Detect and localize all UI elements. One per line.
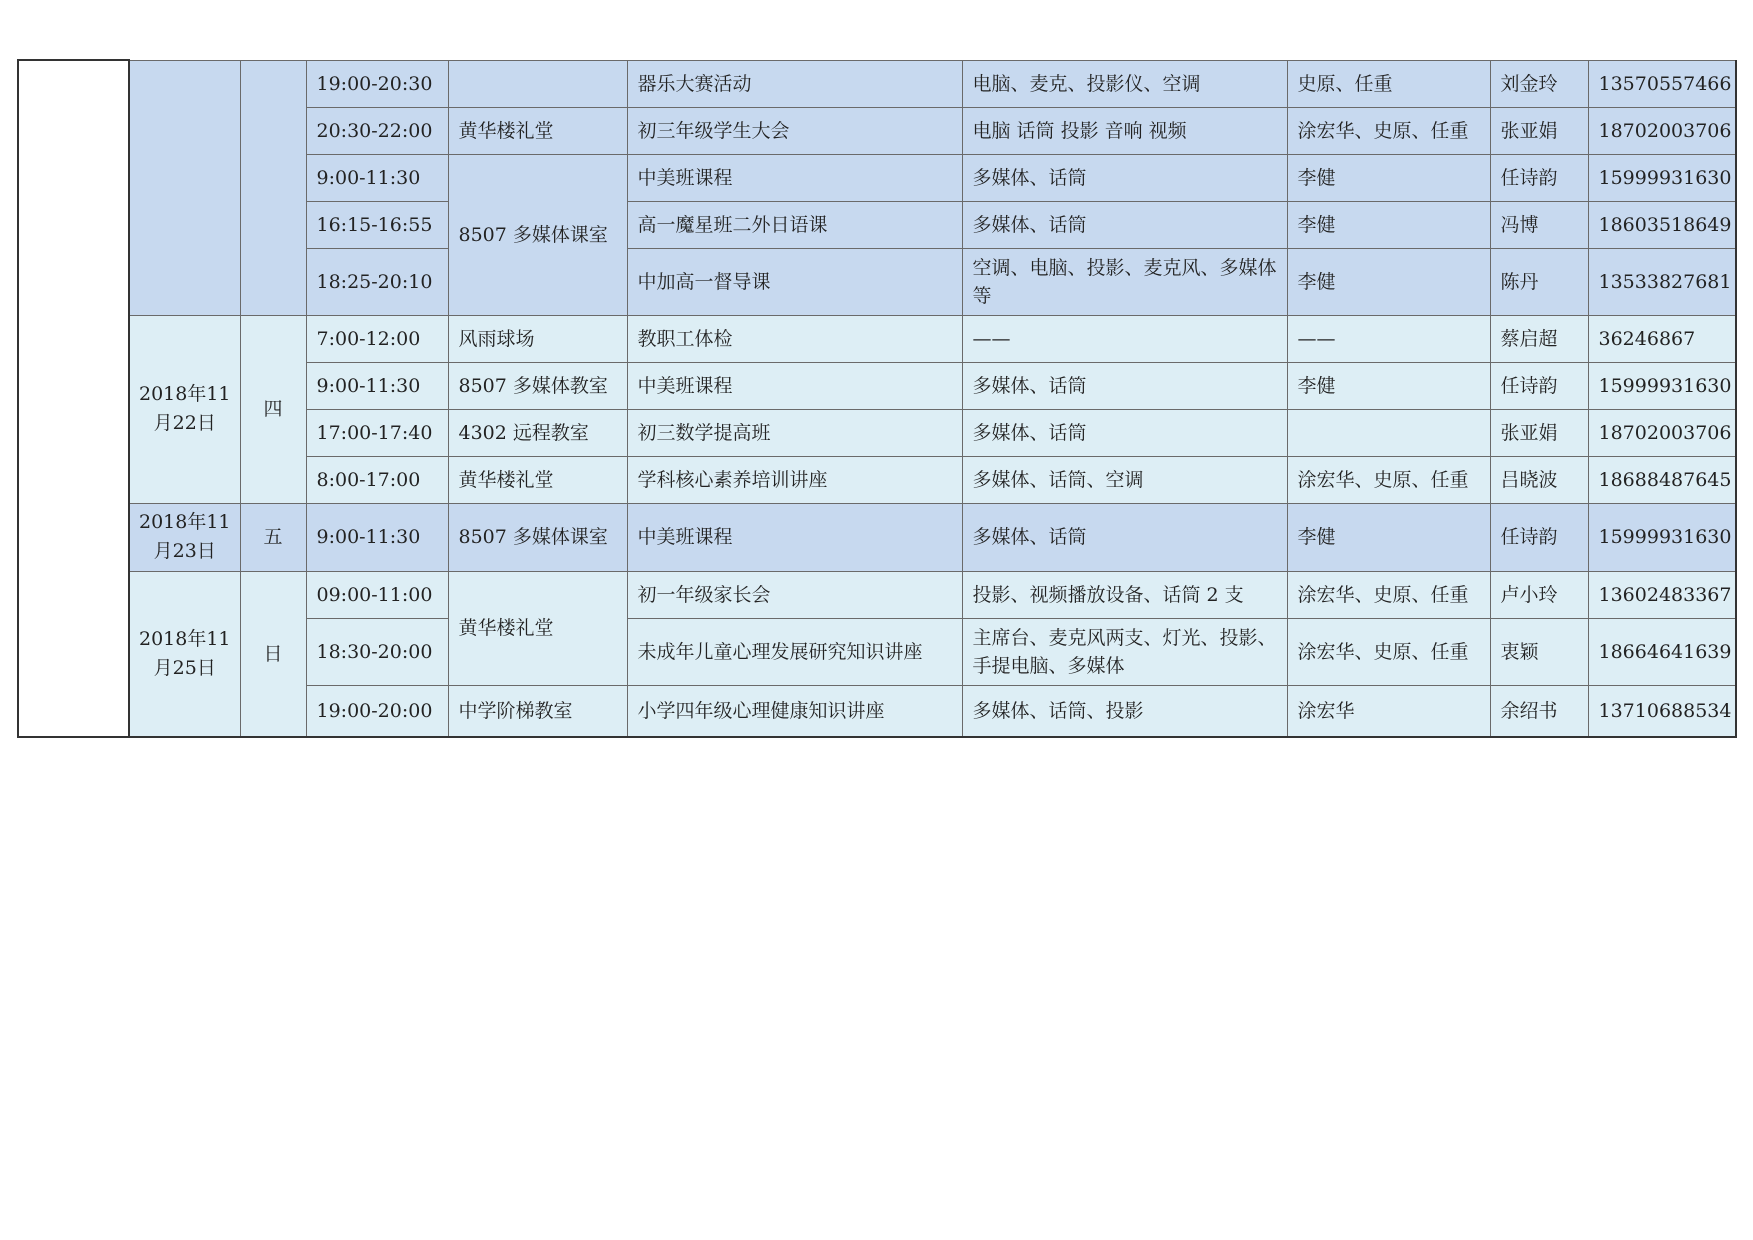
venue-cell: 黄华楼礼堂: [448, 571, 627, 685]
time-cell: 19:00-20:30: [306, 60, 448, 107]
date-cell: 2018年11月23日: [129, 503, 240, 571]
event-cell: 中美班课程: [627, 503, 962, 571]
equipment-cell: 投影、视频播放设备、话筒 2 支: [962, 571, 1287, 618]
time-cell: 9:00-11:30: [306, 154, 448, 201]
time-cell: 9:00-11:30: [306, 362, 448, 409]
equipment-cell: 空调、电脑、投影、麦克风、多媒体等: [962, 248, 1287, 315]
event-cell: 初一年级家长会: [627, 571, 962, 618]
contact-cell: 任诗韵: [1490, 503, 1588, 571]
staff-cell: 李健: [1287, 503, 1490, 571]
date-cell: 2018年11月25日: [129, 571, 240, 737]
phone-cell: 18603518649: [1588, 201, 1736, 248]
blank-left-column: [18, 60, 129, 737]
event-cell: 初三年级学生大会: [627, 107, 962, 154]
time-cell: 18:30-20:00: [306, 618, 448, 685]
contact-cell: 任诗韵: [1490, 362, 1588, 409]
weekday-cell: 四: [240, 315, 306, 503]
phone-cell: 18702003706: [1588, 409, 1736, 456]
equipment-cell: ——: [962, 315, 1287, 362]
phone-cell: 36246867: [1588, 315, 1736, 362]
weekday-cell: 日: [240, 571, 306, 737]
event-cell: 小学四年级心理健康知识讲座: [627, 685, 962, 737]
equipment-cell: 多媒体、话筒、空调: [962, 456, 1287, 503]
staff-cell: 李健: [1287, 248, 1490, 315]
contact-cell: 蔡启超: [1490, 315, 1588, 362]
staff-cell: 涂宏华、史原、任重: [1287, 456, 1490, 503]
venue-cell: [448, 60, 627, 107]
phone-cell: 15999931630: [1588, 154, 1736, 201]
equipment-cell: 电脑、麦克、投影仪、空调: [962, 60, 1287, 107]
time-cell: 18:25-20:10: [306, 248, 448, 315]
contact-cell: 冯博: [1490, 201, 1588, 248]
contact-cell: 吕晓波: [1490, 456, 1588, 503]
phone-cell: 18664641639: [1588, 618, 1736, 685]
staff-cell: 涂宏华、史原、任重: [1287, 107, 1490, 154]
phone-cell: 18688487645: [1588, 456, 1736, 503]
phone-cell: 13710688534: [1588, 685, 1736, 737]
weekday-cell: [240, 60, 306, 315]
contact-cell: 刘金玲: [1490, 60, 1588, 107]
equipment-cell: 主席台、麦克风两支、灯光、投影、手提电脑、多媒体: [962, 618, 1287, 685]
time-cell: 09:00-11:00: [306, 571, 448, 618]
phone-cell: 15999931630: [1588, 362, 1736, 409]
staff-cell: 李健: [1287, 154, 1490, 201]
time-cell: 9:00-11:30: [306, 503, 448, 571]
venue-cell: 风雨球场: [448, 315, 627, 362]
contact-cell: 余绍书: [1490, 685, 1588, 737]
table-row: [18, 60, 1736, 107]
event-cell: 学科核心素养培训讲座: [627, 456, 962, 503]
venue-cell: 8507 多媒体课室: [448, 154, 627, 315]
contact-cell: 衷颖: [1490, 618, 1588, 685]
event-cell: 中美班课程: [627, 154, 962, 201]
staff-cell: 涂宏华: [1287, 685, 1490, 737]
contact-cell: 卢小玲: [1490, 571, 1588, 618]
venue-cell: 8507 多媒体课室: [448, 503, 627, 571]
contact-cell: 张亚娟: [1490, 107, 1588, 154]
staff-cell: 涂宏华、史原、任重: [1287, 571, 1490, 618]
schedule-table: [17, 59, 1737, 738]
staff-cell: 涂宏华、史原、任重: [1287, 618, 1490, 685]
table-row: [18, 503, 1736, 571]
event-cell: 初三数学提高班: [627, 409, 962, 456]
staff-cell: [1287, 409, 1490, 456]
phone-cell: 13533827681: [1588, 248, 1736, 315]
equipment-cell: 多媒体、话筒: [962, 409, 1287, 456]
event-cell: 高一魔星班二外日语课: [627, 201, 962, 248]
event-cell: 中加高一督导课: [627, 248, 962, 315]
staff-cell: 史原、任重: [1287, 60, 1490, 107]
date-cell: 2018年11月22日: [129, 315, 240, 503]
event-cell: 中美班课程: [627, 362, 962, 409]
table-row: [18, 571, 1736, 618]
date-cell: [129, 60, 240, 315]
staff-cell: 李健: [1287, 201, 1490, 248]
phone-cell: 15999931630: [1588, 503, 1736, 571]
equipment-cell: 多媒体、话筒: [962, 154, 1287, 201]
time-cell: 19:00-20:00: [306, 685, 448, 737]
time-cell: 7:00-12:00: [306, 315, 448, 362]
time-cell: 16:15-16:55: [306, 201, 448, 248]
phone-cell: 18702003706: [1588, 107, 1736, 154]
event-cell: 未成年儿童心理发展研究知识讲座: [627, 618, 962, 685]
time-cell: 17:00-17:40: [306, 409, 448, 456]
contact-cell: 陈丹: [1490, 248, 1588, 315]
staff-cell: ——: [1287, 315, 1490, 362]
equipment-cell: 多媒体、话筒: [962, 201, 1287, 248]
time-cell: 20:30-22:00: [306, 107, 448, 154]
contact-cell: 任诗韵: [1490, 154, 1588, 201]
venue-cell: 4302 远程教室: [448, 409, 627, 456]
event-cell: 教职工体检: [627, 315, 962, 362]
venue-cell: 黄华楼礼堂: [448, 107, 627, 154]
staff-cell: 李健: [1287, 362, 1490, 409]
event-cell: 器乐大赛活动: [627, 60, 962, 107]
venue-cell: 中学阶梯教室: [448, 685, 627, 737]
time-cell: 8:00-17:00: [306, 456, 448, 503]
phone-cell: 13570557466: [1588, 60, 1736, 107]
weekday-cell: 五: [240, 503, 306, 571]
equipment-cell: 多媒体、话筒、投影: [962, 685, 1287, 737]
venue-cell: 黄华楼礼堂: [448, 456, 627, 503]
equipment-cell: 多媒体、话筒: [962, 503, 1287, 571]
phone-cell: 13602483367: [1588, 571, 1736, 618]
table-row: [18, 315, 1736, 362]
contact-cell: 张亚娟: [1490, 409, 1588, 456]
equipment-cell: 多媒体、话筒: [962, 362, 1287, 409]
equipment-cell: 电脑 话筒 投影 音响 视频: [962, 107, 1287, 154]
venue-cell: 8507 多媒体教室: [448, 362, 627, 409]
